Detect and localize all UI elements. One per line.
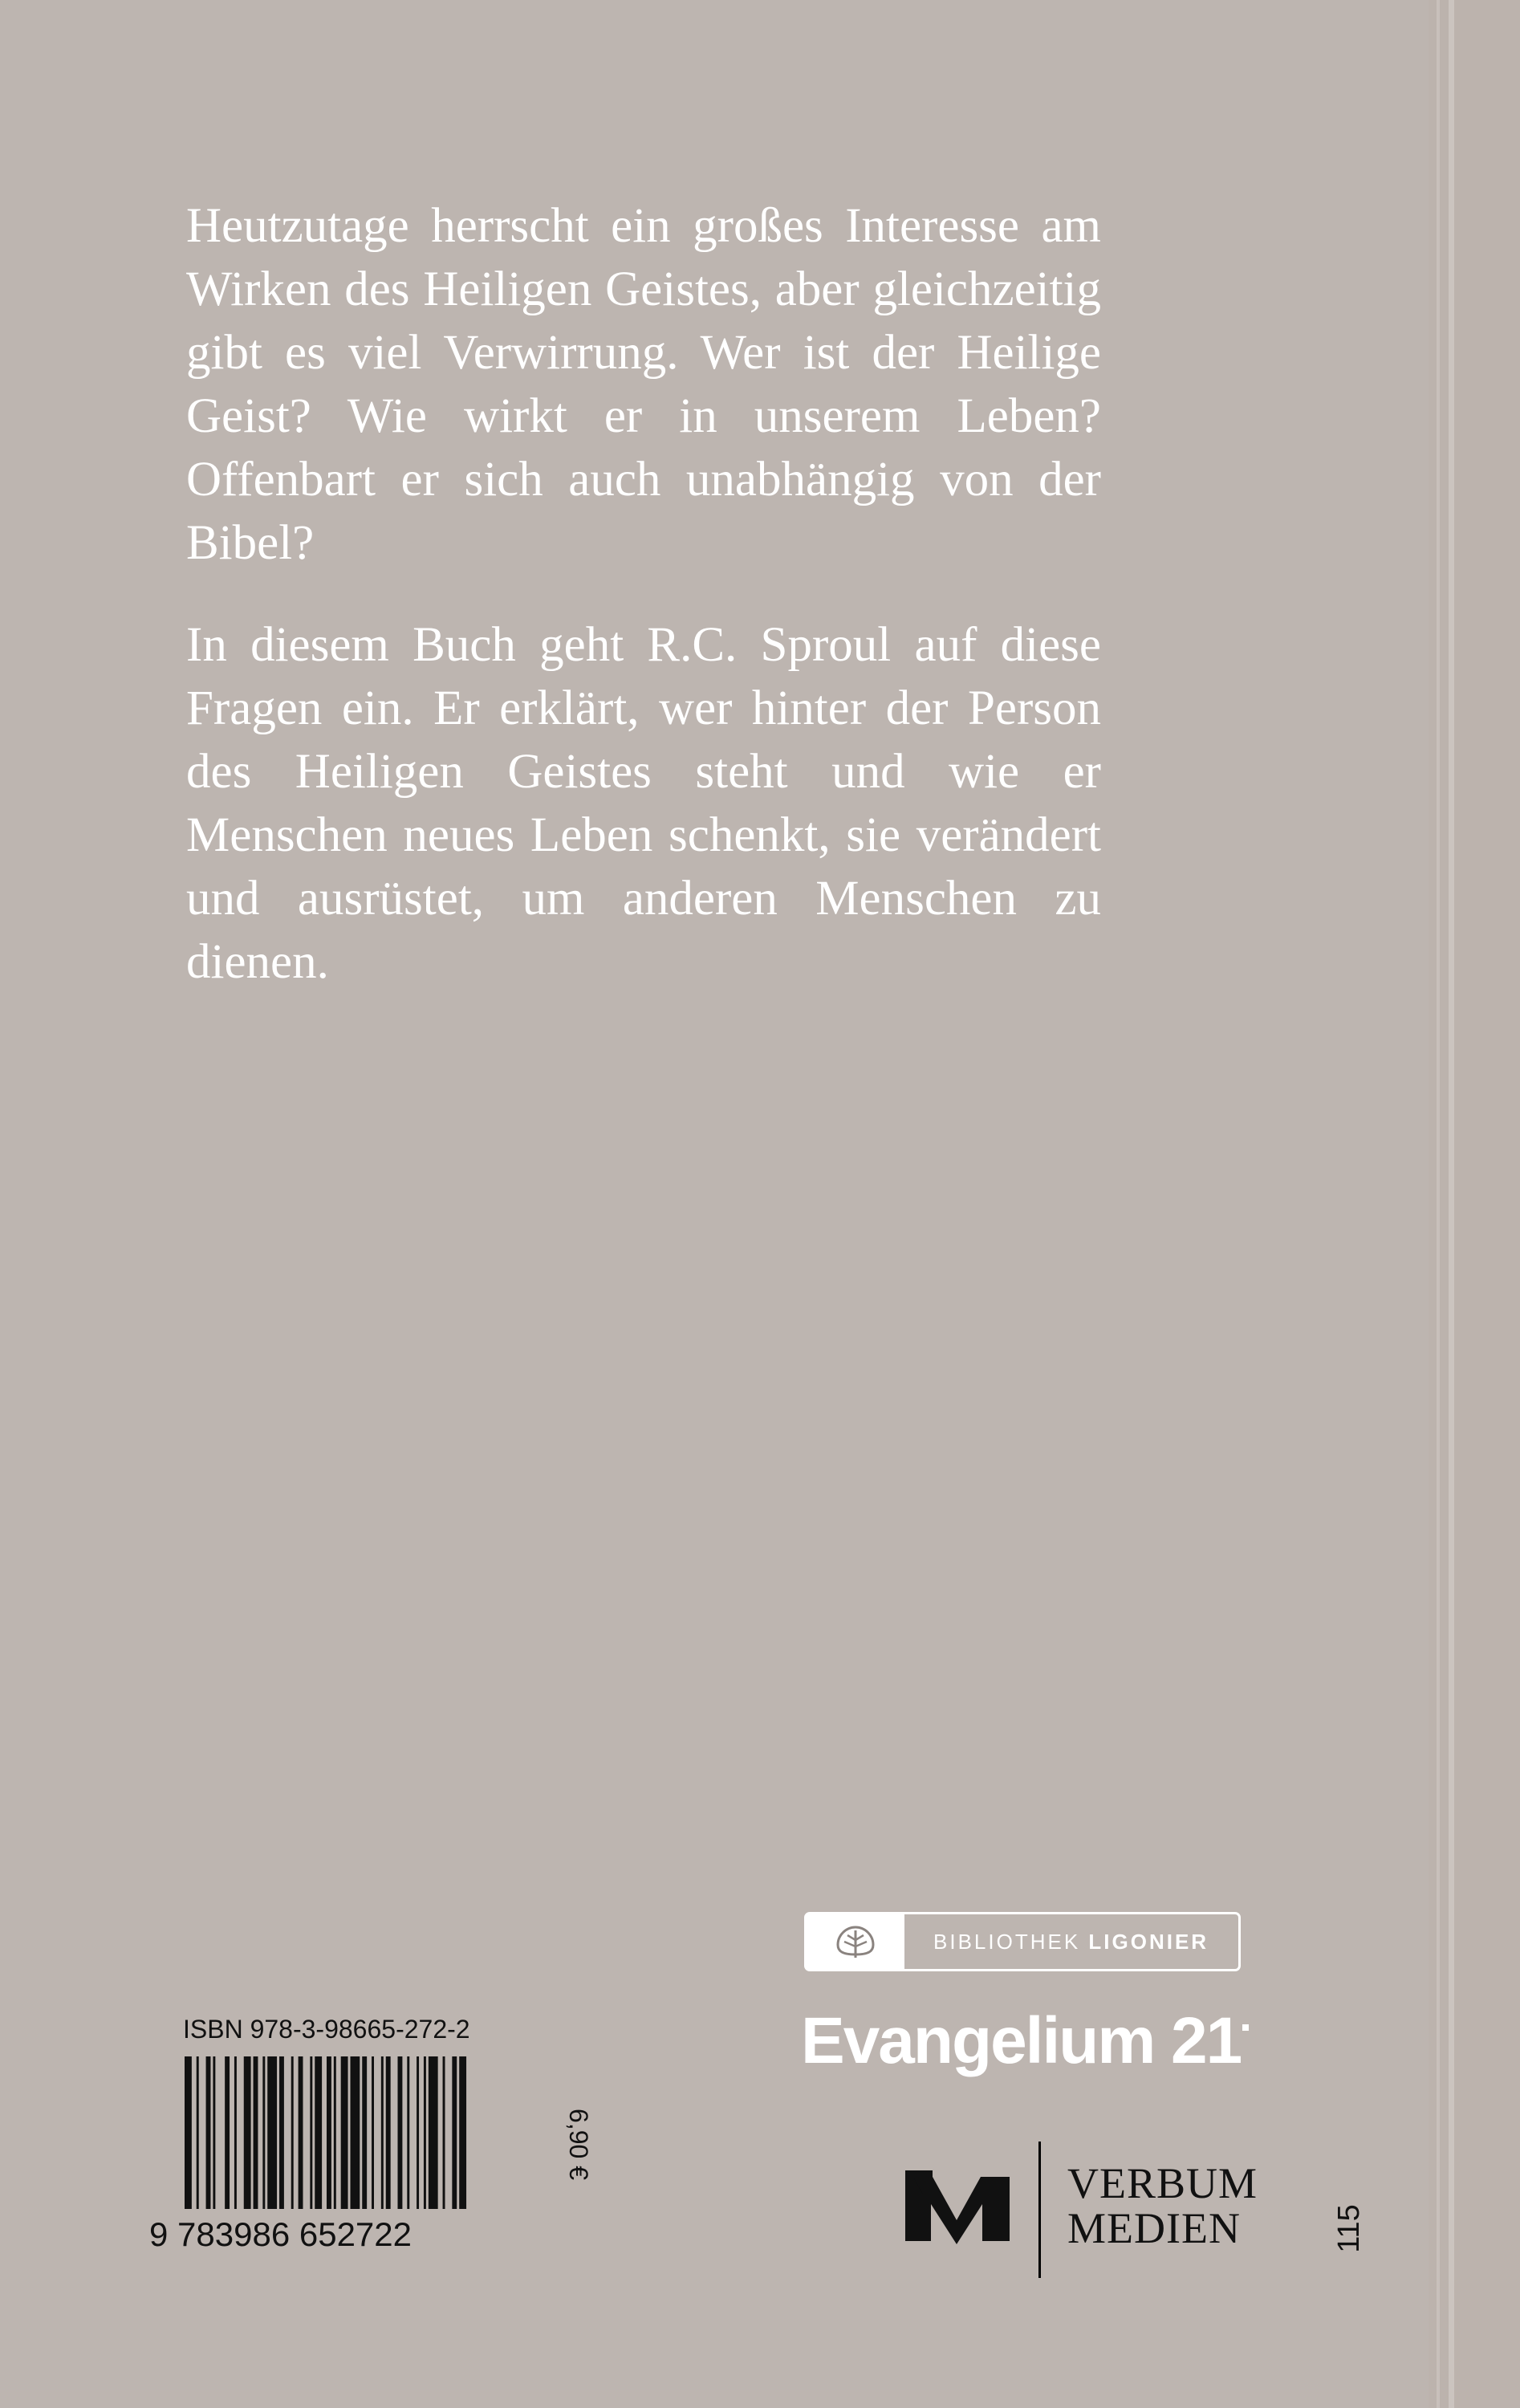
barcode-digits: 9 783986 652722 (149, 2215, 412, 2253)
barcode-bar (213, 2056, 215, 2209)
series-badge-label-light: BIBLIOTHEK (933, 1929, 1081, 1954)
barcode-bar (185, 2056, 192, 2209)
barcode-bar (299, 2056, 303, 2209)
barcode-bar (334, 2056, 336, 2209)
price-tag (562, 2100, 594, 2188)
barcode-bar (372, 2056, 374, 2209)
barcode-bar (310, 2056, 312, 2209)
barcode-bar (351, 2056, 360, 2209)
isbn-label: ISBN 978-3-98665-272-2 (183, 2015, 470, 2044)
barcode-bar (197, 2056, 199, 2209)
barcode-bar (424, 2056, 426, 2209)
blurb-paragraph-2: In diesem Buch geht R.C. Sproul auf diese Fragen ein. Er erklärt, wer hinter der Person des Heiligen Geistes steht und wie er Menschen neues Leben schenkt, sie verändert und ausrüstet, um anderen Menschen zu dienen. (186, 618, 1101, 989)
barcode-bar (206, 2056, 211, 2209)
barcode-bar (386, 2056, 391, 2209)
barcode-bar (443, 2056, 445, 2209)
barcode-bar (279, 2056, 284, 2209)
series-number (1331, 2196, 1368, 2260)
barcode-bar (459, 2056, 466, 2209)
verbum-medien-logo (905, 2170, 1010, 2247)
barcode-bar (327, 2056, 331, 2209)
ligonier-tree-icon (807, 1914, 904, 1969)
series-badge-label (904, 1930, 1209, 1954)
barcode-bar (417, 2056, 419, 2209)
imprint-name (1067, 2161, 1258, 2251)
imprint-divider (1038, 2142, 1041, 2278)
barcode-bar (362, 2056, 367, 2209)
barcode-bar (407, 2056, 409, 2209)
series-badge (804, 1912, 1241, 1971)
spine-fold-line (1437, 0, 1440, 2408)
price-text: 6,90 € (563, 2108, 593, 2180)
publisher-brand-dot (1242, 2024, 1249, 2031)
barcode-bar (291, 2056, 294, 2209)
series-badge-label-bold: LIGONIER (1088, 1929, 1209, 1954)
imprint-name-line-2: MEDIEN (1067, 2204, 1241, 2252)
publisher-brand-wordmark: Evangelium 21 (801, 2004, 1242, 2077)
spine-edge (1429, 0, 1520, 2408)
barcode-bar (452, 2056, 457, 2209)
blurb-paragraph-1: Heutzutage herrscht ein großes Interesse am Wirken des Heiligen Geistes, aber gleichzeitig gibt es viel Verwirrung. Wer ist der Heilige Geist? Wie wirkt er in unserem Leben? Offenbart er sich auch unabhängig von der Bibel? (186, 199, 1101, 570)
barcode-bar (341, 2056, 348, 2209)
series-number-text: 115 (1331, 2203, 1366, 2253)
imprint-name-line-1: VERBUM (1067, 2159, 1258, 2207)
spine-fold-line-secondary (1449, 0, 1454, 2408)
barcode-bar (244, 2056, 251, 2209)
barcode-bar (315, 2056, 322, 2209)
barcode-bar (398, 2056, 403, 2209)
back-cover-blurb (186, 194, 1101, 994)
barcode (183, 2056, 504, 2238)
barcode-bar (225, 2056, 230, 2209)
barcode-bar (429, 2056, 438, 2209)
barcode-bar (234, 2056, 237, 2209)
barcode-bar (254, 2056, 258, 2209)
barcode-bar (267, 2056, 277, 2209)
barcode-bar (381, 2056, 384, 2209)
barcode-bar (262, 2056, 265, 2209)
